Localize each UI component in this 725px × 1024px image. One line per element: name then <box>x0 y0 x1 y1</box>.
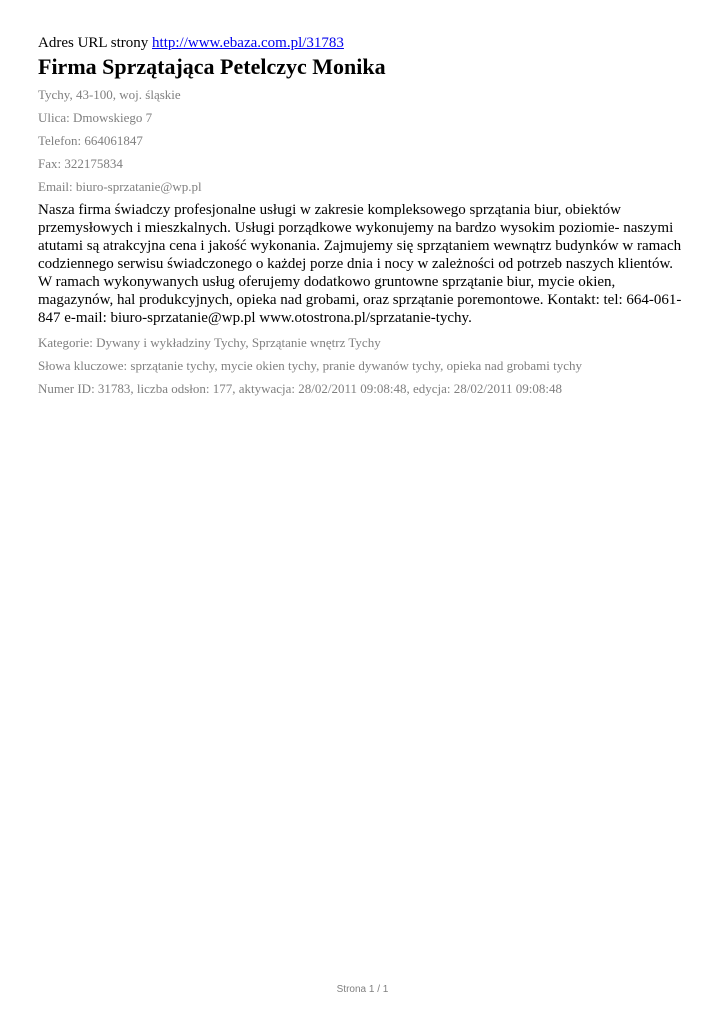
document-page <box>38 33 688 397</box>
phone-text: Telefon: 664061847 <box>38 133 143 148</box>
keywords-text: Słowa kluczowe: sprzątanie tychy, mycie okien tychy, pranie dywanów tychy, opieka nad grobami tychy <box>38 358 583 373</box>
fax-text: Fax: 322175834 <box>38 156 123 171</box>
record-info-text: Numer ID: 31783, liczba odsłon: 177, aktywacja: 28/02/2011 09:08:48, edycja: 28/02/2011 09:08:48 <box>38 381 563 396</box>
location-text: Tychy, 43-100, woj. śląskie <box>38 87 181 102</box>
source-url-prefix: Adres URL strony <box>38 35 149 51</box>
source-url-link[interactable]: http://www.ebaza.com.pl/31783 <box>152 35 344 51</box>
page-number: Strona 1 / 1 <box>336 984 389 995</box>
company-title: Firma Sprzątająca Petelczyc Monika <box>38 54 386 79</box>
email-text: Email: biuro-sprzatanie@wp.pl <box>38 179 202 194</box>
categories-text: Kategorie: Dywany i wykładziny Tychy, Sprzątanie wnętrz Tychy <box>38 335 381 350</box>
street-text: Ulica: Dmowskiego 7 <box>38 110 153 125</box>
source-url-line <box>38 33 688 53</box>
company-description: Nasza firma świadczy profesjonalne usługi w zakresie kompleksowego sprzątania biur, obiektów przemysłowych i mieszkalnych. Usługi porządkowe wykonujemy na bardzo wysokim poziomie- naszymi atutami są atrakcyjna cena i jakość wykonania. Zajmujemy się sprzątaniem wewnątrz budynków w ramach codziennego serwisu świadczonego o każdej porze dnia i nocy w zależności od potrzeb naszych klientów. W ramach wykonywanych usług oferujemy dodatkowo gruntowne sprzątanie biur, mycie okien, magazynów, hal produkcyjnych, opieka nad grobami, oraz sprzątanie poremontowe. Kontakt: tel: 664-061-847 e-mail: biuro-sprzatanie@wp.pl www.otostrona.pl/sprzatanie-tychy. <box>38 202 682 326</box>
